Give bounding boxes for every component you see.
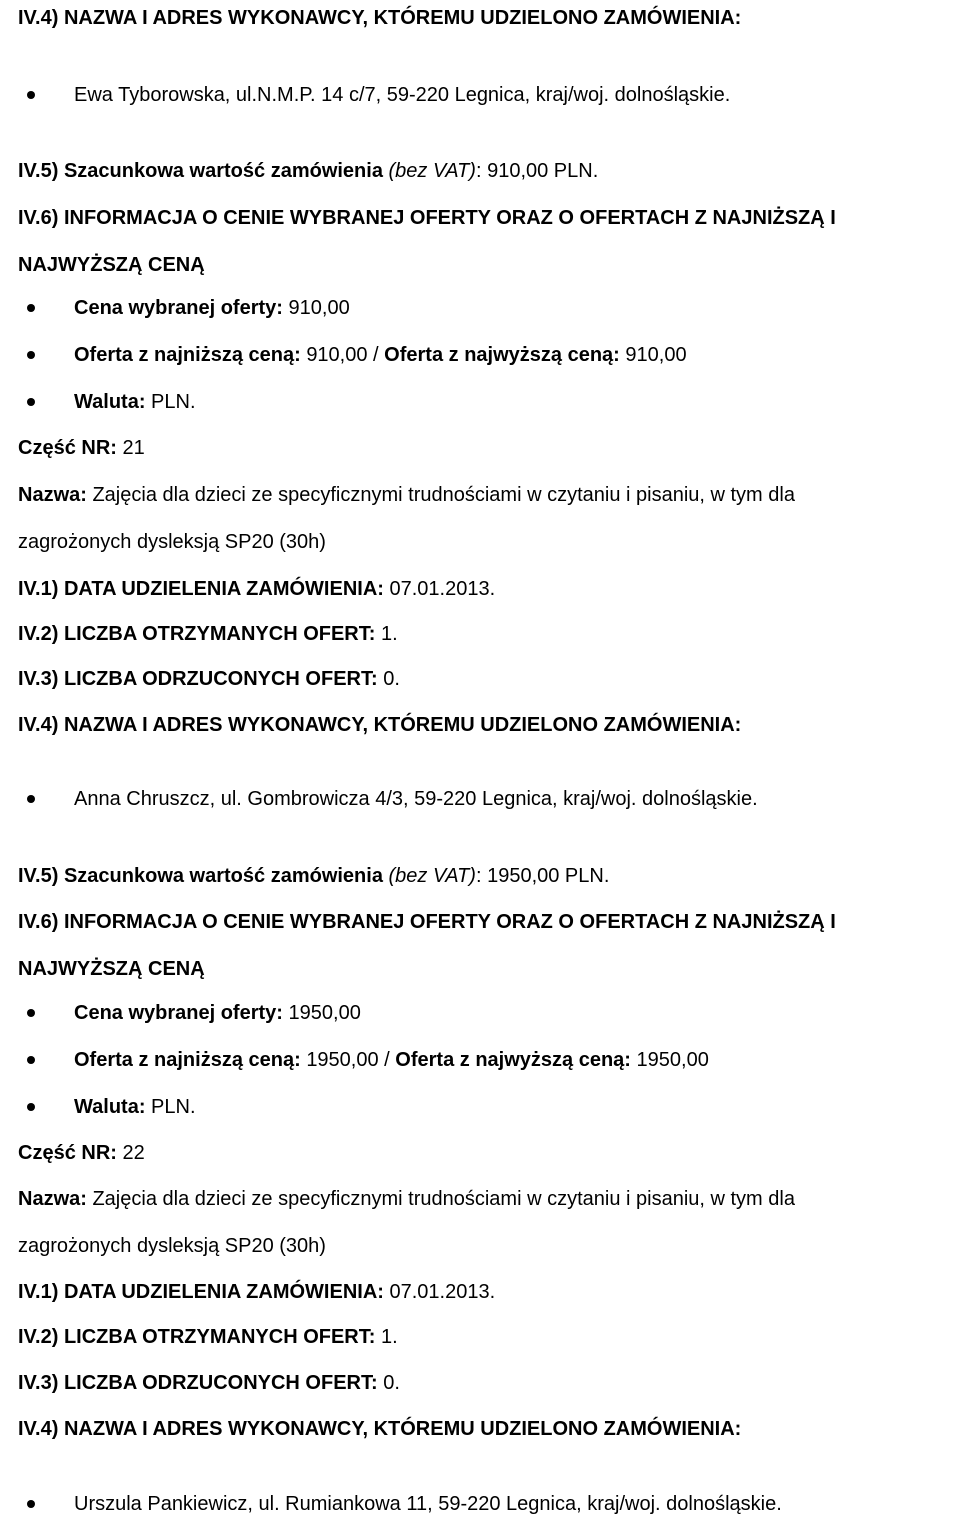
award-date-label: IV.1) DATA UDZIELENIA ZAMÓWIENIA: [18, 1281, 384, 1303]
part-name-value: Zajęcia dla dzieci ze specyficznymi trudnościami w czytaniu i pisaniu, w tym dla [92, 1188, 795, 1210]
vat-note: (bez VAT) [388, 865, 476, 887]
currency-row [74, 390, 196, 414]
currency-value: PLN. [151, 391, 196, 413]
currency-row [74, 1095, 196, 1119]
estimated-value-label: IV.5) Szacunkowa wartość zamówienia [18, 865, 383, 887]
part-name-label: Nazwa: [18, 1188, 87, 1210]
lowest-offer-value: 910,00 / [306, 344, 379, 366]
estimated-value-row [18, 159, 598, 183]
highest-offer-label: Oferta z najwyższą ceną: [395, 1049, 631, 1071]
estimated-value: 910,00 PLN. [487, 160, 599, 182]
award-date-value: 07.01.2013. [389, 1281, 496, 1303]
bullet-icon [27, 1056, 35, 1064]
vat-note: (bez VAT) [388, 160, 476, 182]
section-iv4-heading: IV.4) NAZWA I ADRES WYKONAWCY, KTÓREMU UDZIELONO ZAMÓWIENIA: [18, 714, 742, 736]
bullet-icon [27, 91, 35, 99]
highest-offer-label: Oferta z najwyższą ceną: [384, 344, 620, 366]
offer-price-range [74, 1048, 709, 1072]
price-info-heading-cont: NAJWYŻSZĄ CENĄ [18, 958, 205, 980]
offers-received-label: IV.2) LICZBA OTRZYMANYCH OFERT: [18, 1326, 376, 1348]
section-iv4-heading: IV.4) NAZWA I ADRES WYKONAWCY, KTÓREMU UDZIELONO ZAMÓWIENIA: [18, 7, 742, 29]
offers-rejected-row [18, 667, 400, 691]
part-name-label: Nazwa: [18, 484, 87, 506]
award-date-value: 07.01.2013. [389, 578, 496, 600]
offers-rejected-label: IV.3) LICZBA ODRZUCONYCH OFERT: [18, 1372, 378, 1394]
contractor-address: Urszula Pankiewicz, ul. Rumiankowa 11, 59-220 Legnica, kraj/woj. dolnośląskie. [74, 1493, 782, 1515]
selected-offer-price [74, 296, 350, 320]
bullet-icon [27, 1103, 35, 1111]
part-number-label: Część NR: [18, 1142, 117, 1164]
selected-offer-value: 1950,00 [288, 1002, 361, 1024]
part-name-value: Zajęcia dla dzieci ze specyficznymi trudnościami w czytaniu i pisaniu, w tym dla [92, 484, 795, 506]
highest-offer-value: 910,00 [625, 344, 687, 366]
part-number-value: 21 [122, 437, 145, 459]
offers-rejected-value: 0. [383, 668, 400, 690]
bullet-icon [27, 351, 35, 359]
award-date-row [18, 577, 495, 601]
selected-offer-value: 910,00 [288, 297, 350, 319]
estimated-value-label: IV.5) Szacunkowa wartość zamówienia [18, 160, 383, 182]
offers-rejected-row [18, 1371, 400, 1395]
award-date-row [18, 1280, 495, 1304]
offers-received-row [18, 622, 398, 646]
lowest-offer-value: 1950,00 / [306, 1049, 390, 1071]
offers-rejected-value: 0. [383, 1372, 400, 1394]
estimated-value-row [18, 864, 609, 888]
offers-received-label: IV.2) LICZBA OTRZYMANYCH OFERT: [18, 623, 376, 645]
bullet-icon [27, 398, 35, 406]
part-name-cont: zagrożonych dysleksją SP20 (30h) [18, 531, 326, 553]
bullet-icon [27, 1009, 35, 1017]
colon: : [475, 160, 482, 182]
bullet-icon [27, 795, 35, 803]
part-number-label: Część NR: [18, 437, 117, 459]
section-iv4-heading: IV.4) NAZWA I ADRES WYKONAWCY, KTÓREMU UDZIELONO ZAMÓWIENIA: [18, 1418, 742, 1440]
offers-received-value: 1. [380, 1326, 398, 1348]
currency-label: Waluta: [74, 391, 146, 413]
lowest-offer-label: Oferta z najniższą ceną: [74, 344, 301, 366]
offers-received-value: 1. [380, 623, 398, 645]
lowest-offer-label: Oferta z najniższą ceną: [74, 1049, 301, 1071]
part-number-row [18, 436, 145, 460]
bullet-icon [27, 1500, 35, 1508]
price-info-heading: IV.6) INFORMACJA O CENIE WYBRANEJ OFERTY ORAZ O OFERTACH Z NAJNIŻSZĄ I [18, 911, 836, 933]
part-number-value: 22 [122, 1142, 145, 1164]
contractor-address: Ewa Tyborowska, ul.N.M.P. 14 c/7, 59-220 Legnica, kraj/woj. dolnośląskie. [74, 84, 731, 106]
highest-offer-value: 1950,00 [636, 1049, 709, 1071]
price-info-heading-cont: NAJWYŻSZĄ CENĄ [18, 254, 205, 276]
colon: : [475, 865, 482, 887]
part-name-row [18, 1187, 795, 1211]
offers-received-row [18, 1325, 398, 1349]
selected-offer-price [74, 1001, 361, 1025]
estimated-value: 1950,00 PLN. [487, 865, 610, 887]
award-date-label: IV.1) DATA UDZIELENIA ZAMÓWIENIA: [18, 578, 384, 600]
offers-rejected-label: IV.3) LICZBA ODRZUCONYCH OFERT: [18, 668, 378, 690]
part-name-row [18, 483, 795, 507]
contractor-address: Anna Chruszcz, ul. Gombrowicza 4/3, 59-220 Legnica, kraj/woj. dolnośląskie. [74, 788, 758, 810]
currency-label: Waluta: [74, 1096, 146, 1118]
offer-price-range [74, 343, 687, 367]
selected-offer-label: Cena wybranej oferty: [74, 1002, 283, 1024]
price-info-heading: IV.6) INFORMACJA O CENIE WYBRANEJ OFERTY ORAZ O OFERTACH Z NAJNIŻSZĄ I [18, 207, 836, 229]
selected-offer-label: Cena wybranej oferty: [74, 297, 283, 319]
part-number-row [18, 1141, 145, 1165]
bullet-icon [27, 304, 35, 312]
currency-value: PLN. [151, 1096, 196, 1118]
part-name-cont: zagrożonych dysleksją SP20 (30h) [18, 1235, 326, 1257]
